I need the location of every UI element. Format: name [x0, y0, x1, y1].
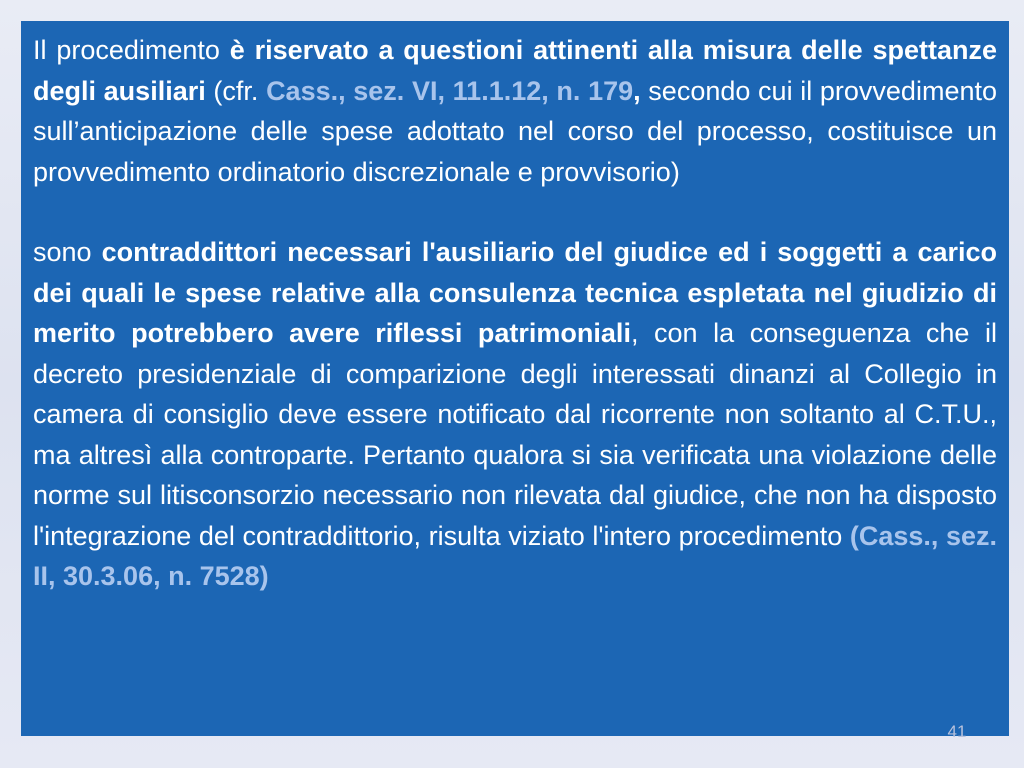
paragraph-1: [33, 30, 997, 192]
p1-rest: secondo cui il provvedimento sull’anticipazione delle spese adottato nel corso del processo, costituisce un provvedimento ordinatorio discrezionale e provvisorio): [33, 75, 997, 187]
slide-content-panel: [21, 21, 1009, 736]
p1-bold-text: è riservato a questioni attinenti alla misura delle spettanze degli ausiliari: [33, 35, 997, 106]
p1-intro: Il procedimento: [33, 35, 230, 65]
p1-citation: Cass., sez. VI, 11.1.12, n. 179: [266, 75, 634, 106]
slide-page-number: 41: [947, 722, 967, 741]
p2-citation: (Cass., sez. II, 30.3.06, n. 7528): [33, 520, 997, 591]
p1-comma: ,: [633, 75, 641, 106]
p2-intro: sono: [33, 237, 102, 267]
paragraph-2: [33, 232, 997, 597]
p2-rest: , con la conseguenza che il decreto presidenziale di comparizione degli interessati dinanzi al Collegio in camera di consiglio deve essere notificato dal ricorrente non soltanto al C.T.U., ma altresì alla controparte. Pertanto qualora si sia verificata una violazione delle norme sul litisconsorzio necessario non rilevata dal giudice, che non ha disposto l'integrazione del contraddittorio, risulta viziato l'intero procedimento: [33, 318, 998, 551]
p2-bold-text: contraddittori necessari l'ausiliario del giudice ed i soggetti a carico dei quali le spese relative alla consulenza tecnica espletata nel giudizio di merito potrebbero avere riflessi patrimoniali: [33, 237, 997, 348]
p1-cfr: (cfr.: [205, 75, 267, 106]
